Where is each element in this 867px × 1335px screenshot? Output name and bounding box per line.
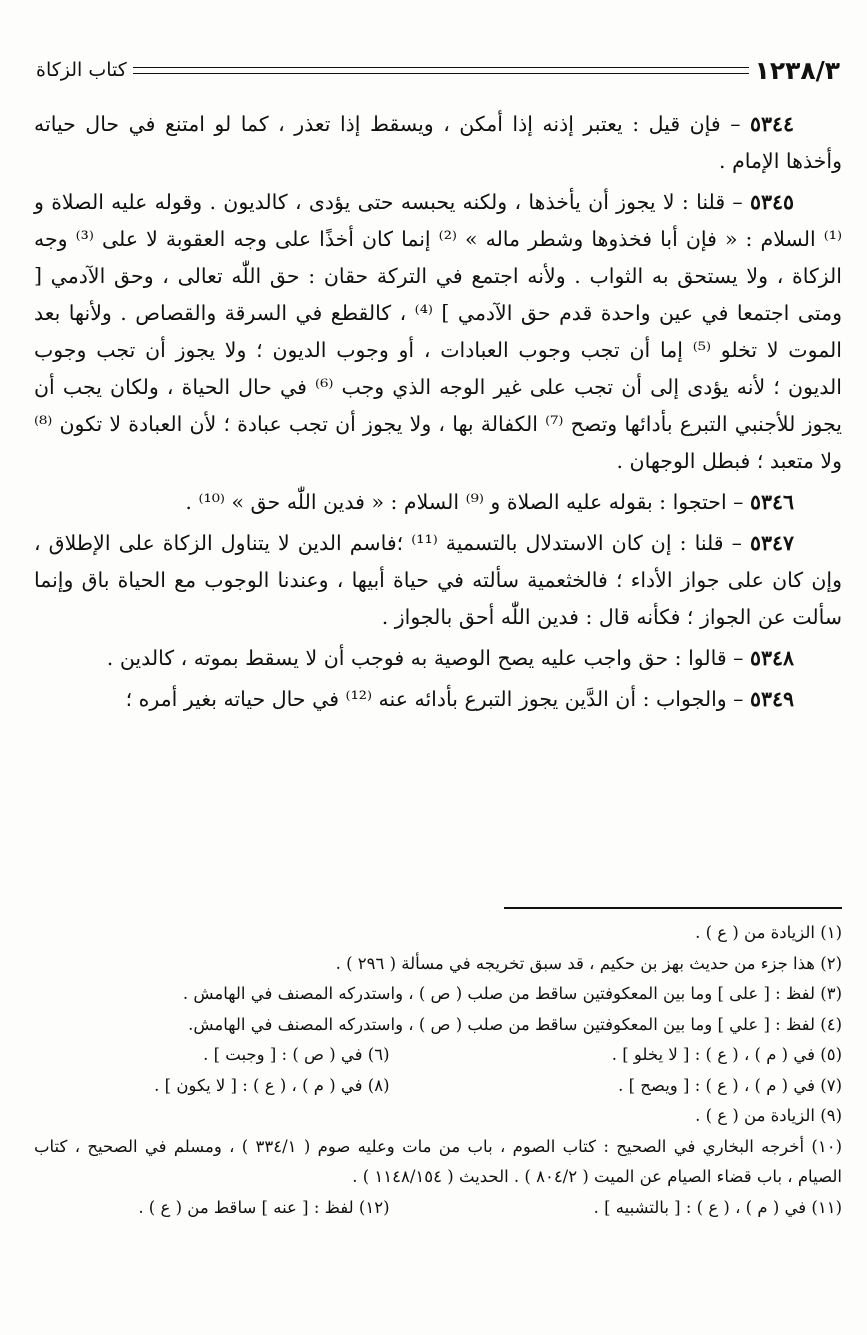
paragraph-5347 bbox=[34, 525, 842, 636]
footnote-11: (١١) في ( م ) ، ( ع ) : [ بالتشبيه ] . bbox=[593, 1197, 842, 1217]
footnotes bbox=[34, 918, 842, 1223]
paragraph-5345 bbox=[34, 184, 842, 480]
book-page bbox=[34, 0, 842, 1335]
paragraph-number: ٥٣٤٧ bbox=[749, 531, 794, 555]
footnote-6: (٦) في ( ص ) : [ وجبت ] . bbox=[203, 1045, 390, 1064]
paragraph-number: ٥٣٤٤ bbox=[749, 112, 794, 136]
footnote-separator bbox=[504, 907, 842, 909]
footnote-7: (٧) في ( م ) ، ( ع ) : [ ويصح ] . bbox=[618, 1075, 842, 1095]
paragraph-text: – قلنا : إن كان الاستدلال بالتسمية ⁽¹¹⁾ ؛فاسم الدين لا يتناول الزكاة على الإطلاق ، وإن كان على جواز الأداء ؛ فالخثعمية سألته في حياة أبيها ، وعندنا الوجوب مع الحياة باق وإنما سألت عن الجواز ؛ فكأنه قال : فدين اللّٰه أحق بالجواز . bbox=[34, 531, 842, 629]
paragraph-text: – فإن قيل : يعتبر إذنه إذا أمكن ، ويسقط إذا تعذر ، كما لو امتنع في حال حياته وأخذها الإمام . bbox=[34, 112, 842, 173]
footnote-12: (١٢) لفظ : [ عنه ] ساقط من ( ع ) . bbox=[138, 1197, 390, 1217]
paragraph-number: ٥٣٤٦ bbox=[749, 490, 794, 514]
paragraph-text: – قلنا : لا يجوز أن يأخذها ، ولكنه يحبسه حتى يؤدى ، كالديون . وقوله عليه الصلاة و ⁽¹⁾ السلام : « فإن أبا فخذوها وشطر ماله » ⁽²⁾ إنما كان أخذًا على وجه العقوبة لا على ⁽³⁾ وجه الزكاة ، ولا يستحق به الثواب . ولأنه اجتمع في التركة حقان : حق اللّٰه تعالى ، وحق الآدمي [ ومتى اجتمعا في عين واحدة قدم حق الآدمي ] ⁽⁴⁾ ، كالقطع في السرقة والقصاص . ولأنها بعد الموت لا تخلو ⁽⁵⁾ إما أن تجب وجوب العبادات ، أو وجوب الديون ؛ ولا يجوز أن تجب وجوب الديون ؛ لأنه يؤدى إلى أن تجب على غير الوجه الذي وجب ⁽⁶⁾ في حال الحياة ، ولكان يجب أن يجوز للأجنبي التبرع بأدائها وتصح ⁽⁷⁾ الكفالة بها ، ولا يجوز أن تجب عبادة ؛ لأن العبادة لا تكون ⁽⁸⁾ ولا متعبد ؛ فبطل الوجهان . bbox=[34, 190, 843, 473]
paragraph-5348 bbox=[34, 640, 842, 677]
paragraph-text: – والجواب : أن الدَّين يجوز التبرع بأدائه عنه ⁽¹²⁾ في حال حياته بغير أمره ؛ bbox=[125, 687, 750, 711]
paragraph-number: ٥٣٤٩ bbox=[749, 687, 794, 711]
footnote-4: (٤) لفظ : [ علي ] وما بين المعكوفتين ساقط من صلب ( ص ) ، واستدركه المصنف في الهامش. bbox=[188, 1014, 842, 1034]
footnote-8: (٨) في ( م ) ، ( ع ) : [ لا يكون ] . bbox=[154, 1075, 390, 1095]
paragraph-5344 bbox=[34, 106, 842, 180]
footnote-9: (٩) الزيادة من ( ع ) . bbox=[695, 1106, 842, 1125]
paragraph-5346 bbox=[34, 484, 842, 521]
footnote-10: (١٠) أخرجه البخاري في الصحيح : كتاب الصوم ، باب من مات وعليه صوم ( ٣٣٤/١ ) ، ومسلم في الصحيح ، كتاب الصيام ، باب قضاء الصيام عن الميت ( ٨٠٤/٢ ) . الحديث ( ١١٤٨/١٥٤ ) . bbox=[34, 1136, 842, 1186]
main-text bbox=[34, 106, 842, 722]
footnote-1: (١) الزيادة من ( ع ) . bbox=[695, 923, 842, 942]
footnote-row-7-8 bbox=[34, 1071, 842, 1102]
paragraph-number: ٥٣٤٨ bbox=[749, 646, 794, 670]
page-header bbox=[34, 52, 842, 88]
paragraph-text: – احتجوا : بقوله عليه الصلاة و ⁽⁹⁾ السلام : « فدين اللّٰه حق » ⁽¹⁰⁾ . bbox=[185, 490, 750, 514]
footnote-5: (٥) في ( م ) ، ( ع ) : [ لا يخلو ] . bbox=[611, 1045, 842, 1064]
paragraph-number: ٥٣٤٥ bbox=[749, 190, 794, 214]
footnote-row-5-6 bbox=[34, 1040, 842, 1071]
paragraph-text: – قالوا : حق واجب عليه يصح الوصية به فوجب أن لا يسقط بموته ، كالدين . bbox=[106, 646, 750, 670]
footnote-2: (٢) هذا جزء من حديث بهز بن حكيم ، قد سبق تخريجه في مسألة ( ٢٩٦ ) . bbox=[335, 953, 842, 973]
header-double-rule bbox=[133, 67, 749, 74]
footnote-3: (٣) لفظ : [ على ] وما بين المعكوفتين ساقط من صلب ( ص ) ، واستدركه المصنف في الهامش . bbox=[182, 984, 842, 1003]
footnote-row-11-12 bbox=[34, 1193, 842, 1224]
page-number: ١٢٣٨/٣ bbox=[754, 55, 840, 85]
paragraph-5349 bbox=[34, 681, 842, 718]
running-title: كتاب الزكاة bbox=[36, 59, 127, 81]
